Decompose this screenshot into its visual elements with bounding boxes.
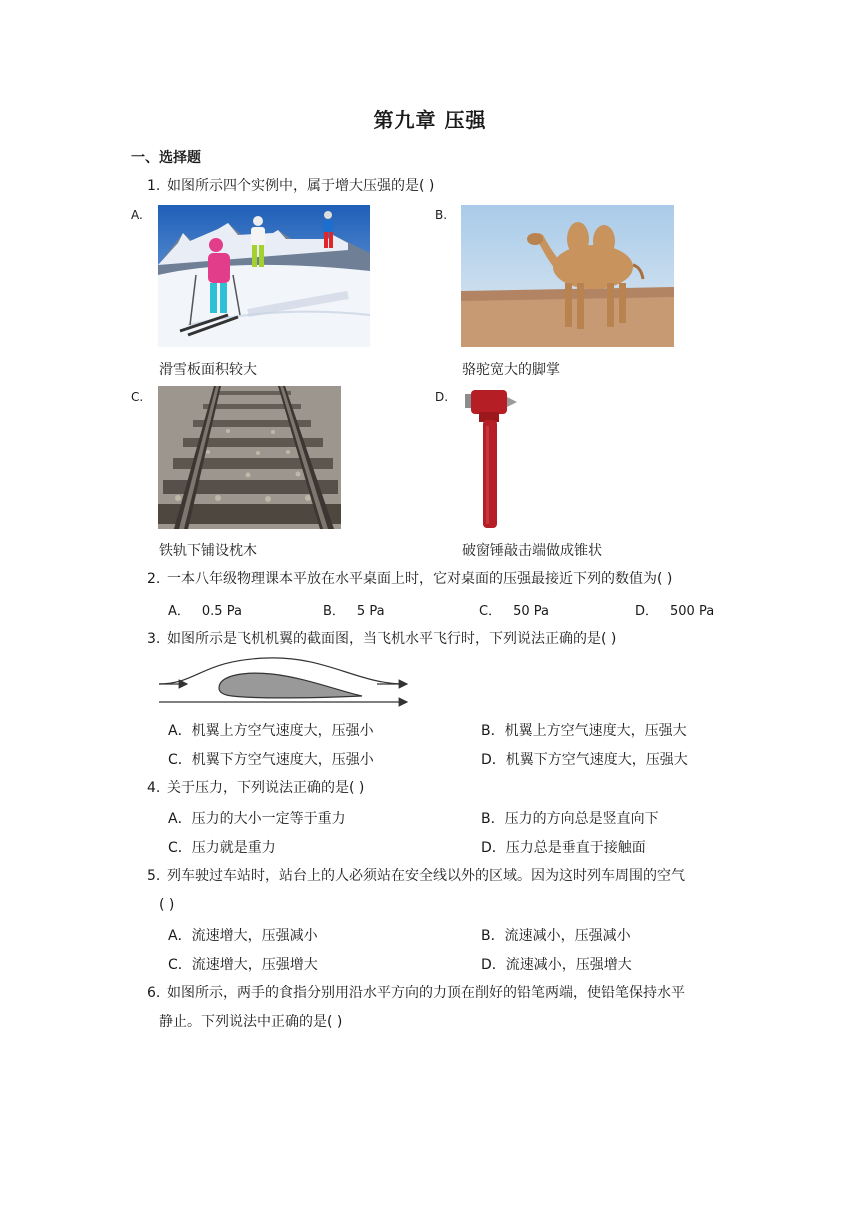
option-c-caption: 铁轨下铺设枕木: [159, 543, 257, 559]
question-5-continuation: ( ): [159, 897, 175, 913]
question-6-continuation: 静止。下列说法中正确的是( ): [159, 1014, 343, 1030]
q5-option-b: B．流速减小，压强减小: [481, 928, 631, 944]
question-1: [147, 177, 434, 195]
q3-option-b: B．机翼上方空气速度大，压强大: [481, 723, 687, 739]
question-text: 列车驶过车站时，站台上的人必须站在安全线以外的区域。因为这时列车周围的空气: [167, 868, 685, 884]
hammer-image: [461, 386, 517, 529]
question-text: 如图所示是飞机机翼的截面图，当飞机水平飞行时，下列说法正确的是( ): [167, 631, 617, 647]
q2-option-a: [168, 600, 242, 619]
question-number: 1.: [147, 178, 161, 194]
q2-option-d: [635, 600, 714, 619]
question-number: 5.: [147, 868, 161, 884]
q4-option-c: C．压力就是重力: [168, 840, 276, 856]
camel-image: [461, 205, 674, 347]
q5-option-d: D．流速减小，压强增大: [481, 957, 632, 973]
question-4: [147, 779, 364, 797]
q2-option-c: [479, 600, 549, 619]
question-text: 关于压力，下列说法正确的是( ): [167, 780, 365, 796]
q3-option-a: A．机翼上方空气速度大，压强小: [168, 723, 374, 739]
question-text: 如图所示四个实例中，属于增大压强的是( ): [167, 178, 435, 194]
option-b-label: B.: [435, 208, 448, 222]
q5-option-c: C．流速增大，压强增大: [168, 957, 318, 973]
option-d-caption: 破窗锤敲击端做成锥状: [462, 543, 602, 559]
option-label: D．: [635, 604, 659, 619]
q5-option-a: A．流速增大，压强减小: [168, 928, 318, 944]
wing-diagram: [157, 654, 412, 710]
question-number: 3.: [147, 631, 161, 647]
option-value: 50 Pa: [513, 604, 549, 619]
q4-option-a: A．压力的大小一定等于重力: [168, 811, 346, 827]
question-text: 一本八年级物理课本平放在水平桌面上时，它对桌面的压强最接近下列的数值为( ): [167, 571, 673, 587]
question-5: [147, 867, 685, 885]
railway-image: [158, 386, 341, 529]
option-d-label: D.: [435, 390, 449, 404]
option-c-label: C.: [131, 390, 144, 404]
option-a-caption: 滑雪板面积较大: [159, 362, 257, 378]
question-6: [147, 984, 685, 1002]
option-value: 500 Pa: [670, 604, 715, 619]
option-b-caption: 骆驼宽大的脚掌: [462, 362, 560, 378]
option-label: A．: [168, 604, 190, 619]
question-3: [147, 630, 616, 648]
section-heading: 一、选择题: [131, 150, 201, 166]
option-label: C．: [479, 604, 502, 619]
question-number: 4.: [147, 780, 161, 796]
question-2: [147, 570, 672, 588]
q4-option-b: B．压力的方向总是竖直向下: [481, 811, 659, 827]
option-a-label: A.: [131, 208, 143, 222]
option-label: B．: [323, 604, 345, 619]
skiing-image: [158, 205, 370, 347]
q3-option-c: C．机翼下方空气速度大，压强小: [168, 752, 374, 768]
q2-option-b: [323, 600, 385, 619]
q4-option-d: D．压力总是垂直于接触面: [481, 840, 646, 856]
page-title: 第九章 压强: [373, 108, 487, 132]
question-text: 如图所示，两手的食指分别用沿水平方向的力顶在削好的铅笔两端，使铅笔保持水平: [167, 985, 685, 1001]
q3-option-d: D．机翼下方空气速度大，压强大: [481, 752, 688, 768]
question-number: 2.: [147, 571, 161, 587]
question-number: 6.: [147, 985, 161, 1001]
option-value: 0.5 Pa: [201, 604, 242, 619]
option-value: 5 Pa: [356, 604, 385, 619]
